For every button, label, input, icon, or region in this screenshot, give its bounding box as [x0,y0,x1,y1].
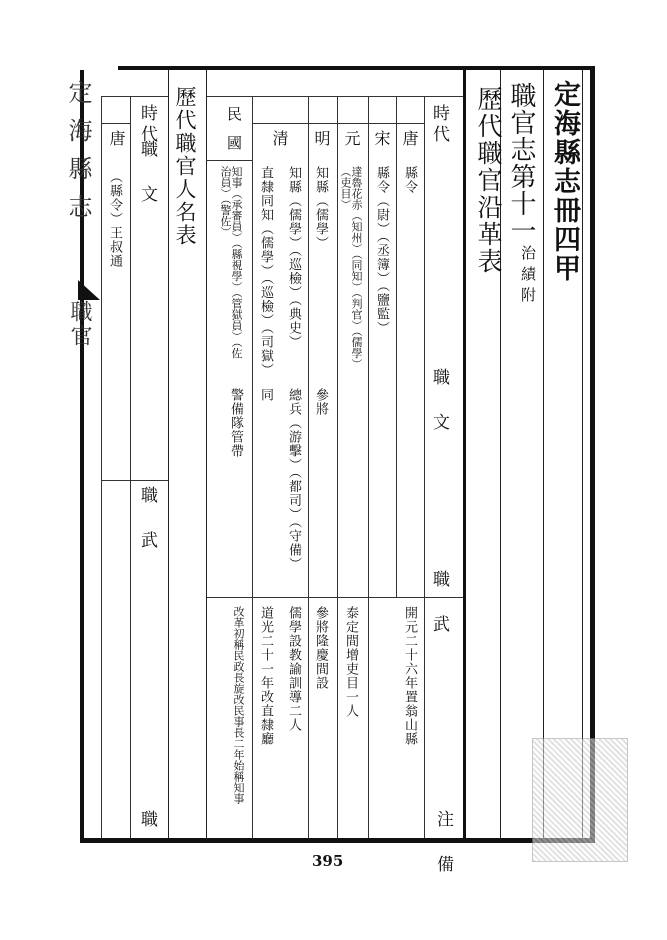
frame-bottom-border [80,838,594,843]
left-period-tang: 唐 [107,130,126,146]
left-header-military: 職 武 [137,486,157,552]
civil-song: 縣令（尉）（丞簿）（鹽監） [374,166,389,335]
margin-fragment-b: 職官 [67,300,92,348]
col-sep-5 [308,96,309,838]
civil-minguo: 知事（承審員）（縣視學）（管獄員）（佐治員）（警佐） [219,166,243,359]
chapter-title: 職官志第十一 [506,82,536,244]
military-ming: 參將 [313,388,328,416]
left-header-notes: 職 [137,810,157,831]
period-minguo: 民國 [225,106,243,164]
notes-minguo: 改革初稱民政長旋改民事長二年始稱知事 [232,606,245,804]
civil-yuan: 達魯花赤（知州）（同知）（判官）（儒學）（吏目） [339,166,363,364]
period-song: 宋 [372,130,391,146]
period-tang: 唐 [400,130,419,146]
military-minguo: 警備隊管帶 [228,388,243,458]
title-divider [543,70,544,838]
frame-right-inner [582,70,583,838]
left-header-period: 時代 [137,104,157,146]
col-sep-6 [252,96,253,838]
notes-qing-2: 道光二十一年改直隸廳 [258,606,273,746]
left-table-divider [168,70,169,838]
notes-tang: 開元二十六年置翁山縣 [402,606,417,746]
header-period: 時代 [429,104,449,146]
chapter-note: 治績附 [519,245,537,308]
period-row-line [252,123,424,124]
period-qing: 清 [270,130,289,146]
left-row-line [101,123,130,124]
civil-ming: 知縣（儒學） [313,166,328,250]
table-title: 歷代職官沿革表 [474,86,503,275]
table-right-border [463,70,466,838]
civil-qing-2: 直隸同知（儒學）（巡檢）（司獄） [258,166,273,377]
margin-fragment-a: 定海縣志 [64,80,92,232]
period-yuan: 元 [342,130,361,146]
header-military: 職 武 [429,570,449,636]
military-qing-2: 同 [258,388,273,402]
header-civil: 職 文 [429,368,449,434]
left-header-civil: 職 文 [137,140,157,206]
col-sep-2 [396,96,397,597]
table-left-border [206,70,207,838]
header-notes: 注 備 [433,810,453,876]
left-civil-tang: （縣令）王叔通 [107,170,122,268]
left-col-sep-1 [130,96,131,838]
period-ming: 明 [312,130,331,146]
civil-qing: 知縣（儒學）（巡檢）（典史） [286,166,301,349]
left-header-line [101,96,168,97]
civil-tang: 縣令 [402,166,417,194]
left-table-title: 歷代職官人名表 [173,86,197,247]
page-number: 395 [312,852,344,870]
notes-ming: 參將隆慶間設 [313,606,328,690]
book-title: 定海縣志冊四甲 [549,80,580,283]
notes-yuan: 泰定間增吏目一人 [343,606,358,718]
left-col-sep-2 [101,96,102,838]
col-sep-4 [337,96,338,838]
frame-right-border [590,66,595,843]
notes-qing: 儒學設教諭訓導二人 [286,606,301,732]
left-block-line [101,480,168,481]
military-qing: 總兵（游擊）（都司）（守備） [286,388,301,571]
library-seal-icon [532,738,628,862]
col-sep-1 [424,96,425,838]
frame-top-border [118,66,594,70]
col-sep-3 [368,96,369,838]
